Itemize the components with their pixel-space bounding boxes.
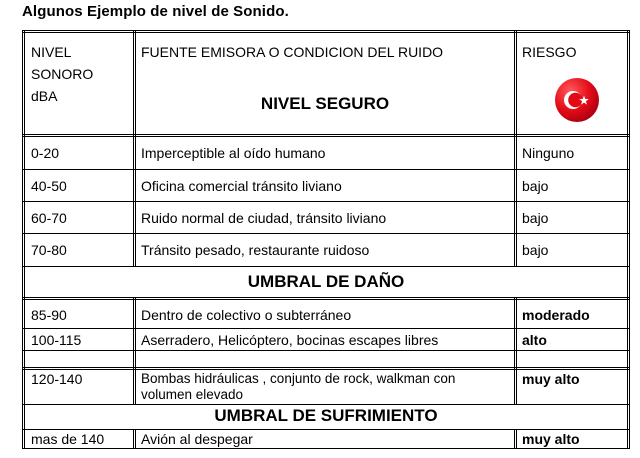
header-level-line1: NIVEL [31, 44, 72, 60]
row-risk: bajo [522, 178, 549, 194]
row-risk: muy alto [522, 431, 580, 447]
row-source: Dentro de colectivo o subterráneo [141, 307, 352, 323]
row-level: 40-50 [31, 178, 67, 194]
row-risk: muy alto [522, 371, 580, 387]
section-umbral-de-dano: UMBRAL DE DAÑO [247, 272, 405, 291]
row-source: Ruido normal de ciudad, tránsito liviano [141, 210, 387, 226]
header-risk: RIESGO [522, 44, 577, 60]
row-source: Imperceptible al oído humano [141, 145, 326, 161]
row-level: 100-115 [31, 332, 82, 348]
section-nivel-seguro: NIVEL SEGURO [260, 94, 390, 113]
row-level: 70-80 [31, 242, 67, 258]
row-source: Aserradero, Helicóptero, bocinas escapes libres [141, 332, 439, 348]
header-source: FUENTE EMISORA O CONDICION DEL RUIDO [141, 44, 444, 60]
row-source: Avión al despegar [141, 431, 253, 447]
turkey-flag-icon [554, 77, 600, 123]
row-level: 0-20 [31, 145, 60, 161]
header-level-line2: SONORO [31, 66, 94, 82]
row-risk: Ninguno [522, 145, 575, 161]
row-risk: moderado [522, 307, 590, 323]
row-level: mas de 140 [31, 431, 105, 447]
row-level: 60-70 [31, 210, 67, 226]
page-title: Algunos Ejemplo de nivel de Sonido. [22, 3, 289, 20]
row-risk: alto [522, 332, 547, 348]
section-umbral-de-sufrimiento: UMBRAL DE SUFRIMIENTO [214, 406, 438, 425]
row-risk: bajo [522, 210, 549, 226]
header-level-line3: dBA [31, 88, 58, 104]
row-level: 120-140 [31, 371, 83, 387]
row-source: Oficina comercial tránsito liviano [141, 178, 342, 194]
row-source-line1: Bombas hidráulicas , conjunto de rock, walkman con [141, 371, 456, 386]
row-level: 85-90 [31, 307, 67, 323]
row-source: Tránsito pesado, restaurante ruidoso [141, 242, 370, 258]
noise-level-table [22, 30, 630, 449]
row-risk: bajo [522, 242, 549, 258]
row-source-line2: volumen elevado [141, 387, 244, 402]
